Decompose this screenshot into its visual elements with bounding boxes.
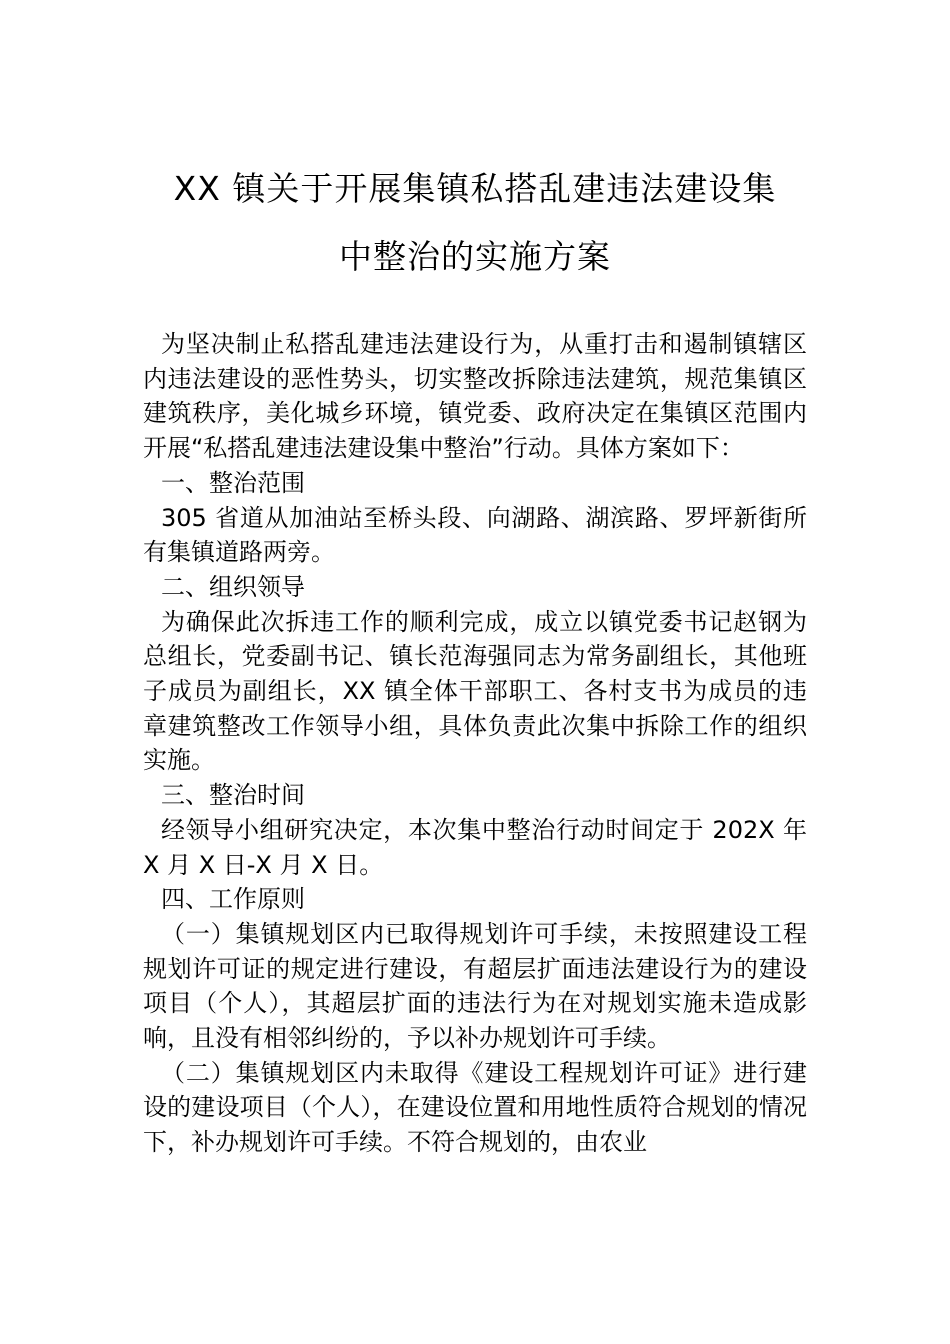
document-title-line-1: XX 镇关于开展集镇私搭乱建违法建设集: [173, 169, 777, 208]
section-heading-time: 三、整治时间: [161, 781, 305, 810]
time-paragraph: 经领导小组研究决定，本次集中整治行动时间定于 202X 年 X 月 X 日-X 月 X 日。: [143, 815, 807, 879]
principle-1-paragraph: （一）集镇规划区内已取得规划许可手续，未按照建设工程规划许可证的规定进行建设，有超层扩面违法建设行为的建设项目（个人），其超层扩面的违法行为在对规划实施未造成影响，且没有相邻纠纷的，予以补办规划许可手续。: [143, 919, 807, 1053]
document-body: [143, 327, 807, 1160]
section-heading-principles: 四、工作原则: [161, 885, 305, 914]
leadership-paragraph: 为确保此次拆违工作的顺利完成，成立以镇党委书记赵钢为总组长，党委副书记、镇长范海强同志为常务副组长，其他班子成员为副组长，XX 镇全体干部职工、各村支书为成员的违章建筑整改工作领导小组，具体负责此次集中拆除工作的组织实施。: [143, 607, 807, 775]
section-heading-scope: 一、整治范围: [161, 468, 305, 497]
document-title-line-2: 中整治的实施方案: [339, 237, 611, 276]
section-heading-leadership: 二、组织领导: [161, 572, 305, 601]
intro-paragraph: 为坚决制止私搭乱建违法建设行为，从重打击和遏制镇辖区内违法建设的恶性势头，切实整改拆除违法建筑，规范集镇区建筑秩序，美化城乡环境，镇党委、政府决定在集镇区范围内开展“私搭乱建违法建设集中整治”行动。具体方案如下：: [143, 330, 807, 463]
principle-2-paragraph: （二）集镇规划区内未取得《建设工程规划许可证》进行建设的建设项目（个人），在建设位置和用地性质符合规划的情况下，补办规划许可手续。不符合规划的，由农业: [143, 1058, 807, 1157]
scope-paragraph: 305 省道从加油站至桥头段、向湖路、湖滨路、罗坪新街所有集镇道路两旁。: [143, 503, 807, 567]
